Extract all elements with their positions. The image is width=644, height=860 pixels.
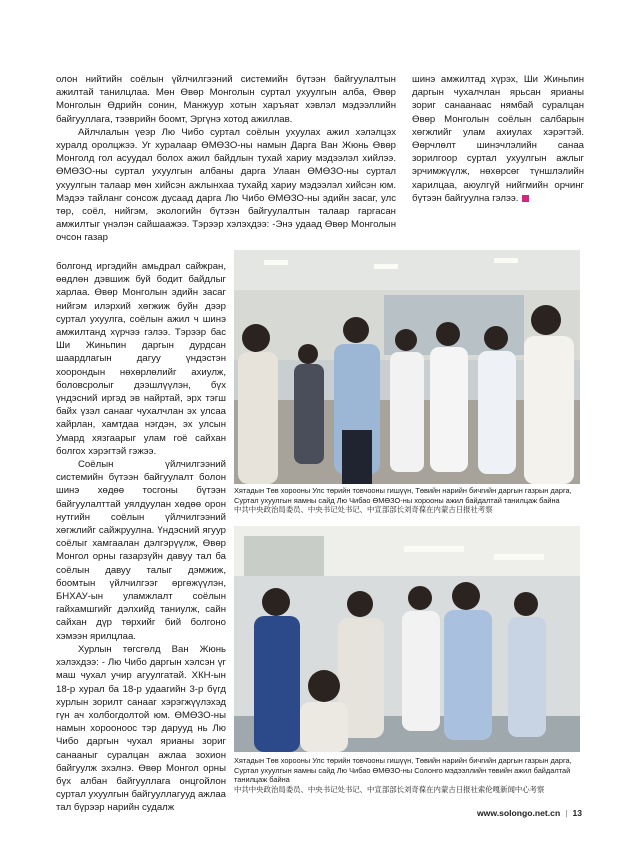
photo-caption-chinese: 中共中央政治局委员、中央书记处书记、中宣部部长刘奇葆在内蒙古日报社索伦嘎新闻中心考察 [234, 784, 545, 794]
photo-illustration [234, 526, 580, 752]
article-paragraph: Соёлын үйлчилгээний системийн бүтээн байгуулалт болон шинэ хөдөө тосгоны бүтээн байгуулалттай уялдуулан хөдөө орон нутгийн соёлын үйлчилгээний хөгжлийг сайжруулна. Үндэсний ягуур соёлыг хамгаалан дэлгэрүүлж, Өвөр Монгол орны газарзүйн давуу тал ба соёлын давуу талыг дэмжиж, боомтын үйлчилгээг өргөжүүлэн, БНХАУ-ын уламжлалт соёлын гайхамшгийг дэлхийд таниулж, сайн сайхан дүр төрхийг бий болгоно хэмээн ярилцлаа. [56, 459, 226, 642]
article-left-column [56, 260, 226, 815]
page-number: 13 [572, 808, 582, 818]
photo-caption-mongolian: Хятадын Төв хорооны Улс төрийн товчооны гишүүн, Төвийн нарийн бичгийн даргын газрын дарга, Суртал ухуулгын яамны сайд Лю Чибао ӨМӨЗО-ны Солонго мэдээллийн төвийн ажил байдалтай танилцаж байна [234, 756, 572, 785]
article-right-column [412, 73, 584, 205]
article-end-mark-icon [522, 195, 529, 202]
photo-caption-mongolian: Хятадын Төв хорооны Улс төрийн товчооны гишүүн, Төвийн нарийн бичгийн даргын газрын дарга, Суртал ухуулгын яамны сайд Лю Чибао ӨМӨЗО-ны хорооны ажил байдалтай танилцаж байна [234, 486, 572, 505]
article-paragraph: Хурлын төгсгөлд Ван Жюнь хэлэхдээ: - Лю Чибо даргын хэлсэн үг маш чухал учир агуулгатай. ХКН-ын 18-р хурал ба 18-р удаагийн 3-р бүгд хурлын зорилт санааг хэрэгжүүлэхэд гүн ач холбогдолтой юм. ӨМӨЗО-ны намын хорооноос тэр дарууд нь Лю Чибо даргын чухал ярианы зориг санааныг суралцан ажлаа зохион байгуулж эхэлнэ. Өвөр Монгол орны бүх албан байгууллага онцгойлон суртал ухуулгын байгууллагууд ажлаа тал бүрээр нарийн судалж [56, 643, 226, 814]
photo-illustration [234, 250, 580, 484]
group-photo-office [234, 526, 580, 752]
article-paragraph: олон нийтийн соёлын үйлчилгээний системийн бүтээн байгуулалтын ажилтай танилцлаа. Мөн Өвөр Монголын суртал ухуулгын алба, Өвөр Монголын Өдрийн сонин, Манжуур хотын харъяат хэвлэл мэдээллийн байгууллага, тээврийн боомт, Эргүнэ хотод ажиллав. [56, 74, 396, 125]
footer-url: www.solongo.net.cn [476, 808, 561, 818]
article-paragraph [412, 73, 584, 205]
photo-caption-chinese: 中共中央政治局委员、中央书记处书记、中宣部部长刘奇葆在内蒙古日报社考察 [234, 505, 493, 515]
article-paragraph: болгонд иргэдийн амьдрал сайжран, өөдлөн дэвшиж буй бодит байдлыг харлаа. Өвөр Монголын эдийн засаг нийгэм илэрхий хөгжиж буйн дээр суртал ухуулга, соёлын ажил ч шинэ амжилтанд хүрчээ гэлээ. Тэрээр бас Ши Жиньпин даргын дурдсан шаардлагын дагуу үндэстэн хоорондын нөхөрлөлийг ахиулж, боловсролыг дээшлүүлэн, бүх үндэсний иргэд эв найртай, эрх тэгш байх үзэл санааг чухалчлан эх улсаа хайрлан, хамтдаа нэгдэн, эх улсын Умард хязгаарыг улам гоё сайхан болгох хэрэгтэй гэжээ. [56, 261, 226, 457]
article-top-column [56, 73, 396, 245]
page-footer [477, 808, 582, 818]
footer-separator: | [565, 808, 568, 818]
group-photo-data-center [234, 250, 580, 484]
article-paragraph: Айлчлалын үеэр Лю Чибо суртал соёлын ухуулах ажил хэлэлцэх хуралд оролцжээ. Уг хуралаар ӨМӨЗО-ны намын Дарга Ван Жюнь Өвөр Монголд гол асуудал болох ажил байдлын тухай хариу мэдээлэл хийлээ. ӨМӨЗО-ны суртал ухуулгын албаны дарга Улаан ӨМӨЗО-ны суртал ухуулгын талаар мөн хийсэн ажлынхаа тухайд хариу мэдээлэл хийсэн юм. Мэдээ тайланг сонсож дусаад дарга Лю Чибо ӨМӨЗО-ны эдийн засаг, улс төр, соёл, нийгэм, экологийн бүтээн байгуулалтын талаар гаргасан амжилтыг үнэлэн сайшаажээ. Тэрээр хэлэхдээ: -Энэ удаад Өвөр Монголын очсон газар [56, 126, 396, 244]
photo-caption [234, 756, 580, 794]
article-paragraph-text: шинэ амжилтад хүрэх, Ши Жиньпин даргын чухалчлан ярьсан ярианы зориг санаанааc нямбай суралцан Өвөр Монголын соёлын салбарын хөгжлийг улам ахиулах хэрэгтэй. Өөрчлөлт шинэчлэлийн санаа зорилгоор суртал ухуулгын ажлыг эрчимжүүлж, нөхөрсөг түншлэлийн харилцаа, аюулгүй нийгмийн орчинг бүтээн байгуулна гэлээ. [412, 74, 584, 204]
photo-caption [234, 486, 580, 515]
